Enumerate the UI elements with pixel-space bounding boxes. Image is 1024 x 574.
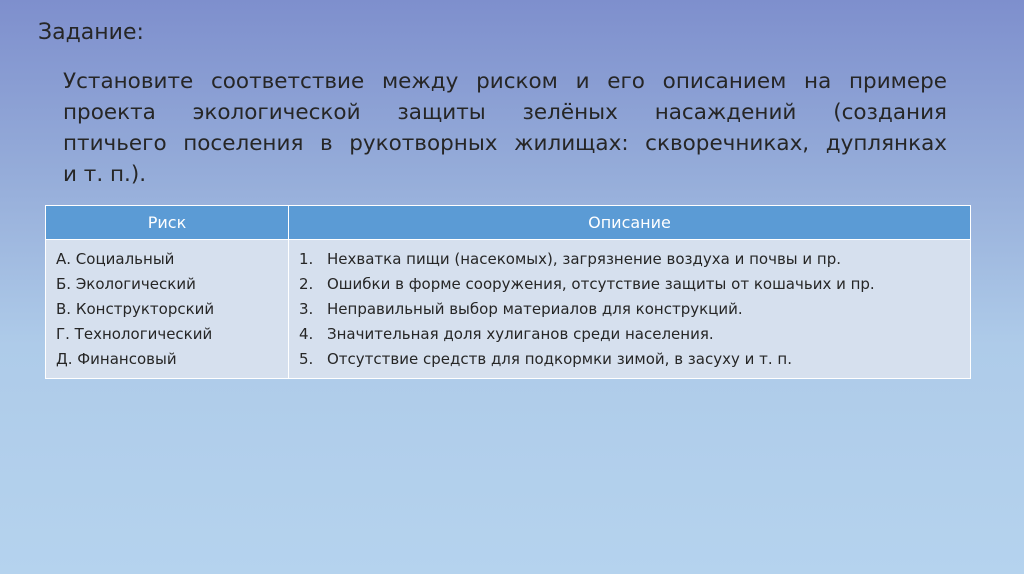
risk-item: Б. Экологический <box>56 275 196 293</box>
task-line: и т. п.). <box>63 162 147 187</box>
risk-item: Г. Технологический <box>56 325 213 343</box>
description-item <box>299 322 960 347</box>
risk-list <box>46 240 289 379</box>
description-text: Неправильный выбор материалов для конструкций. <box>327 300 743 318</box>
header-description: Описание <box>289 206 971 240</box>
description-number: 5. <box>299 350 314 368</box>
risk-item: А. Социальный <box>56 250 175 268</box>
table-row <box>46 240 971 379</box>
task-text <box>63 66 947 190</box>
header-risk: Риск <box>46 206 289 240</box>
description-number: 3. <box>299 300 314 318</box>
description-text: Отсутствие средств для подкормки зимой, в засуху и т. п. <box>327 350 792 368</box>
description-item <box>299 297 960 322</box>
description-number: 4. <box>299 325 314 343</box>
task-line: Установите соответствие между риском и его описанием на примере <box>63 69 947 94</box>
description-text: Нехватка пищи (насекомых), загрязнение воздуха и почвы и пр. <box>327 250 842 268</box>
task-line: птичьего поселения в рукотворных жилищах: скворечниках, дуплянках <box>63 131 947 156</box>
risk-item: В. Конструкторский <box>56 300 215 318</box>
description-item <box>299 247 960 272</box>
description-text: Значительная доля хулиганов среди населения. <box>327 325 714 343</box>
table-header-row <box>46 206 971 240</box>
description-text: Ошибки в форме сооружения, отсутствие защиты от кошачьих и пр. <box>327 275 875 293</box>
description-item <box>299 272 960 297</box>
task-line: проекта экологической защиты зелёных насаждений (создания <box>63 100 947 125</box>
description-list <box>289 240 971 379</box>
description-item <box>299 347 960 372</box>
risk-table <box>45 205 971 379</box>
description-number: 2. <box>299 275 314 293</box>
heading: Задание: <box>38 20 144 45</box>
description-number: 1. <box>299 250 314 268</box>
risk-item: Д. Финансовый <box>56 350 177 368</box>
